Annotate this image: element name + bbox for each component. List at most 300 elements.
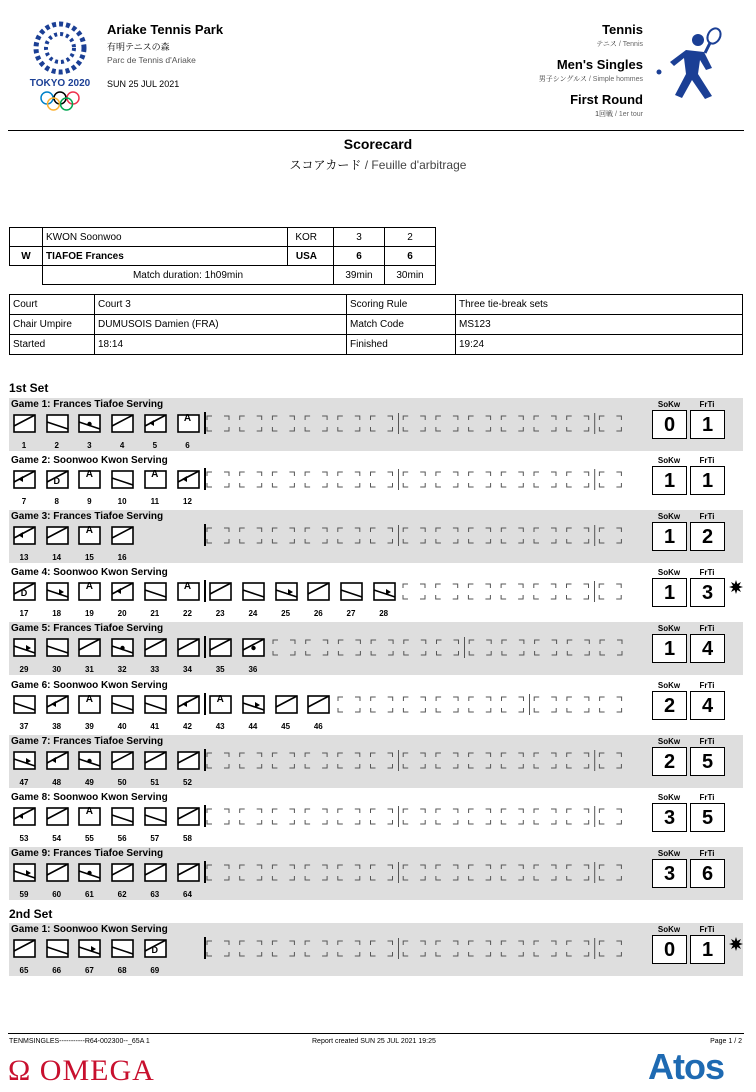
tokyo-2020-emblem-icon [22, 18, 98, 118]
match-duration: Match duration: 1h09min [43, 266, 334, 285]
point-number: 48 [52, 778, 62, 787]
tennis-player-icon [656, 26, 726, 104]
point-glyph-icon [111, 468, 135, 490]
empty-point-slots [205, 412, 630, 434]
point-glyph-icon [13, 937, 37, 959]
point-glyph-icon [177, 468, 201, 490]
empty-slots [401, 580, 630, 602]
point-cell [242, 693, 267, 733]
score-value: 1 [690, 935, 725, 964]
point-number: 18 [52, 609, 62, 618]
group-separator [204, 693, 206, 715]
point-glyph-icon [46, 524, 70, 546]
point-cell [111, 636, 136, 676]
round-name-jp: 1回戦 [595, 111, 614, 118]
point-cell [13, 749, 38, 789]
point-glyph-icon [111, 693, 135, 715]
point-number: 7 [21, 497, 27, 506]
point-number: 20 [117, 609, 127, 618]
score-label: SoKw [657, 512, 681, 521]
ace-marker: A [85, 525, 93, 536]
point-number: 1 [21, 441, 27, 450]
point-glyph-icon [46, 412, 70, 434]
point-number: 2 [54, 441, 59, 450]
point-number: 60 [52, 890, 62, 899]
event-block [539, 22, 643, 119]
info-label: Chair Umpire [10, 315, 95, 335]
score-label: FrTi [699, 400, 715, 409]
ace-marker: A [216, 694, 224, 705]
point-glyph-icon [177, 693, 201, 715]
point-number: 30 [52, 665, 62, 674]
set-duration: 39min [334, 266, 385, 285]
point-glyph-icon [111, 805, 135, 827]
match-result-table [9, 227, 436, 285]
point-cell [78, 524, 103, 564]
empty-point-slots [336, 693, 630, 715]
point-glyph-icon [177, 861, 201, 883]
point-cell [13, 468, 38, 508]
point-cell [46, 861, 71, 901]
point-cell [13, 861, 38, 901]
tokyo-2020-emblem [22, 18, 98, 118]
point-cell [13, 524, 38, 564]
point-cell [111, 468, 136, 508]
empty-point-slots [205, 937, 630, 959]
point-number: 35 [215, 665, 225, 674]
score-value: 0 [652, 410, 687, 439]
point-glyph-icon [242, 580, 266, 602]
point-number: 47 [19, 778, 29, 787]
point-cell [111, 937, 136, 977]
empty-point-slots [205, 468, 630, 490]
info-label: Match Code [347, 315, 456, 335]
point-cell [111, 693, 136, 733]
point-cell [78, 580, 103, 620]
point-number: 37 [19, 722, 29, 731]
point-cell [144, 636, 169, 676]
point-glyph-icon [111, 636, 135, 658]
point-cell [78, 937, 103, 977]
point-number: 54 [52, 834, 62, 843]
point-cell [307, 693, 332, 733]
point-number: 49 [84, 778, 94, 787]
point-glyph-icon [111, 937, 135, 959]
point-cell [46, 580, 71, 620]
point-glyph-icon [13, 524, 37, 546]
point-number: 44 [248, 722, 258, 731]
point-number: 12 [183, 497, 192, 506]
point-cell [242, 636, 267, 676]
game-row [9, 791, 743, 844]
info-value: 19:24 [456, 335, 743, 355]
point-glyph-icon [177, 749, 201, 771]
venue-name-fr: Parc de Tennis d'Ariake [107, 55, 196, 65]
game-title: Game 3: Frances Tiafoe Serving [11, 511, 164, 522]
point-number: 45 [281, 722, 291, 731]
break-star-icon [729, 937, 743, 951]
sport-name-fr: / Tennis [618, 41, 643, 48]
winner-marker: W [10, 247, 43, 266]
point-glyph-icon [340, 580, 364, 602]
set-score: 2 [385, 228, 436, 247]
game-score [650, 398, 726, 451]
double-fault-marker: D [151, 945, 159, 955]
point-glyph-icon [307, 580, 331, 602]
ace-marker: A [85, 469, 93, 480]
point-cell [177, 468, 202, 508]
point-number: 55 [84, 834, 94, 843]
game-row [9, 398, 743, 451]
point-cell [144, 468, 169, 508]
score-label: SoKw [657, 737, 681, 746]
point-number: 38 [52, 722, 62, 731]
point-glyph-icon [144, 412, 168, 434]
point-number: 34 [183, 665, 192, 674]
point-cell [46, 636, 71, 676]
report-header [0, 0, 756, 130]
empty-point-slots [401, 580, 630, 602]
point-cell [13, 580, 38, 620]
point-cell [177, 805, 202, 845]
point-number: 27 [346, 609, 356, 618]
point-number: 63 [150, 890, 160, 899]
point-cell [111, 524, 136, 564]
point-cell [46, 749, 71, 789]
score-label: SoKw [657, 568, 681, 577]
venue-block [107, 22, 223, 89]
point-glyph-icon [111, 524, 135, 546]
point-cell [177, 580, 202, 620]
point-number: 14 [52, 553, 62, 562]
atos-logo: Atos [648, 1046, 724, 1087]
point-glyph-icon [144, 636, 168, 658]
point-glyph-icon [13, 805, 37, 827]
point-glyph-icon [242, 636, 266, 658]
game-title: Game 5: Frances Tiafoe Serving [11, 623, 164, 634]
point-cell [209, 693, 234, 733]
game-title: Game 7: Frances Tiafoe Serving [11, 736, 164, 747]
point-number: 32 [117, 665, 127, 674]
point-cell [144, 412, 169, 452]
player-noc: KOR [288, 228, 334, 247]
point-number: 28 [379, 609, 389, 618]
group-separator [204, 580, 206, 602]
point-glyph-icon [144, 693, 168, 715]
game-row [9, 510, 743, 563]
point-cell [78, 749, 103, 789]
score-label: FrTi [699, 456, 715, 465]
score-value: 2 [652, 747, 687, 776]
set-score: 3 [334, 228, 385, 247]
point-number: 23 [215, 609, 225, 618]
duration-row [10, 266, 436, 285]
ace-marker: A [85, 581, 93, 592]
point-glyph-icon [46, 693, 70, 715]
player-name: TIAFOE Frances [43, 247, 288, 266]
game-score [650, 510, 726, 563]
point-number: 42 [183, 722, 192, 731]
point-number: 58 [183, 834, 192, 843]
point-cell [111, 805, 136, 845]
point-number: 62 [117, 890, 127, 899]
point-cell [78, 805, 103, 845]
point-number: 50 [117, 778, 127, 787]
group-separator [204, 636, 206, 658]
game-score [650, 923, 726, 976]
game-title: Game 1: Frances Tiafoe Serving [11, 399, 164, 410]
empty-slots [205, 805, 630, 827]
point-cell [275, 693, 300, 733]
venue-name: Ariake Tennis Park [107, 22, 224, 37]
point-cell [144, 805, 169, 845]
point-number: 26 [313, 609, 323, 618]
point-glyph-icon [78, 636, 102, 658]
page-number: Page 1 / 2 [710, 1038, 742, 1045]
point-glyph-icon [275, 693, 299, 715]
point-number: 41 [150, 722, 160, 731]
empty-slots [271, 636, 631, 658]
point-number: 22 [183, 609, 192, 618]
point-cell [13, 412, 38, 452]
point-number: 56 [117, 834, 127, 843]
game-title: Game 2: Soonwoo Kwon Serving [11, 455, 168, 466]
empty-slots [336, 693, 630, 715]
score-value: 1 [690, 410, 725, 439]
point-glyph-icon [13, 693, 37, 715]
point-number: 9 [87, 497, 92, 506]
ace-marker: A [85, 694, 93, 705]
score-value: 5 [690, 747, 725, 776]
score-label: FrTi [699, 925, 715, 934]
report-created: Report created SUN 25 JUL 2021 19:25 [312, 1038, 436, 1045]
empty-slots [205, 524, 630, 546]
score-value: 6 [690, 859, 725, 888]
score-value: 2 [690, 522, 725, 551]
score-label: SoKw [657, 681, 681, 690]
score-label: FrTi [699, 681, 715, 690]
info-value: 18:14 [95, 335, 347, 355]
point-number: 6 [185, 441, 190, 450]
header-divider [8, 130, 744, 131]
point-glyph-icon [78, 861, 102, 883]
point-cell [13, 636, 38, 676]
point-cell [111, 749, 136, 789]
info-value: Court 3 [95, 295, 347, 315]
player-name: KWON Soonwoo [43, 228, 288, 247]
round-name: First Round [570, 92, 643, 107]
point-cell [46, 468, 71, 508]
point-glyph-icon [177, 805, 201, 827]
player-noc: USA [288, 247, 334, 266]
ace-marker: A [151, 469, 159, 480]
point-number: 65 [19, 966, 29, 975]
game-score [650, 791, 726, 844]
score-value: 3 [652, 859, 687, 888]
info-value: DUMUSOIS Damien (FRA) [95, 315, 347, 335]
game-title: Game 4: Soonwoo Kwon Serving [11, 567, 168, 578]
point-number: 31 [84, 665, 94, 674]
point-number: 25 [281, 609, 291, 618]
point-cell [111, 861, 136, 901]
point-number: 29 [19, 665, 29, 674]
point-number: 24 [248, 609, 258, 618]
point-cell [13, 937, 38, 977]
set-score: 6 [334, 247, 385, 266]
point-cell [144, 861, 169, 901]
round-name-fr: / 1er tour [614, 111, 643, 118]
point-glyph-icon [144, 580, 168, 602]
point-cell [177, 412, 202, 452]
point-cell [46, 805, 71, 845]
point-cell [46, 937, 71, 977]
game-row [9, 454, 743, 507]
point-glyph-icon [275, 580, 299, 602]
point-cell [340, 580, 365, 620]
game-title: Game 9: Frances Tiafoe Serving [11, 848, 164, 859]
score-label: FrTi [699, 624, 715, 633]
point-number: 66 [52, 966, 62, 975]
score-value: 1 [652, 634, 687, 663]
info-value: Three tie-break sets [456, 295, 743, 315]
point-cell [177, 693, 202, 733]
point-number: 21 [150, 609, 160, 618]
score-label: FrTi [699, 849, 715, 858]
point-number: 15 [84, 553, 94, 562]
point-number: 51 [150, 778, 160, 787]
point-cell [373, 580, 398, 620]
point-glyph-icon [144, 861, 168, 883]
point-glyph-icon [78, 412, 102, 434]
point-number: 11 [150, 497, 160, 506]
score-value: 3 [690, 578, 725, 607]
game-score [650, 847, 726, 900]
score-label: FrTi [699, 568, 715, 577]
info-label: Started [10, 335, 95, 355]
score-value: 0 [652, 935, 687, 964]
score-label: FrTi [699, 737, 715, 746]
point-glyph-icon [46, 636, 70, 658]
game-row [9, 735, 743, 788]
point-number: 19 [84, 609, 94, 618]
score-value: 1 [652, 578, 687, 607]
match-info-table [9, 294, 743, 355]
point-cell [46, 412, 71, 452]
point-number: 59 [19, 890, 29, 899]
point-cell [78, 412, 103, 452]
double-fault-marker: D [20, 588, 28, 598]
player-row [10, 228, 436, 247]
ace-marker: A [85, 806, 93, 817]
point-cell [275, 580, 300, 620]
set-heading: 2nd Set [9, 907, 53, 921]
game-score [650, 679, 726, 732]
point-number: 16 [117, 553, 127, 562]
game-title: Game 8: Soonwoo Kwon Serving [11, 792, 168, 803]
scorecard-title-fr: / Feuille d'arbitrage [364, 158, 467, 172]
point-cell [46, 693, 71, 733]
score-label: SoKw [657, 400, 681, 409]
set-duration: 30min [385, 266, 436, 285]
score-label: SoKw [657, 456, 681, 465]
page-title [0, 136, 756, 173]
info-value: MS123 [456, 315, 743, 335]
point-glyph-icon [242, 693, 266, 715]
empty-slots [205, 937, 630, 959]
point-cell [144, 749, 169, 789]
point-cell [242, 580, 267, 620]
point-cell [177, 861, 202, 901]
point-glyph-icon [46, 749, 70, 771]
point-cell [78, 693, 103, 733]
point-number: 68 [117, 966, 127, 975]
empty-point-slots [205, 749, 630, 771]
winner-marker [10, 228, 43, 247]
empty-slots [205, 468, 630, 490]
point-number: 13 [19, 553, 29, 562]
score-value: 1 [652, 466, 687, 495]
emblem-text: TOKYO 2020 [29, 78, 91, 89]
point-cell [13, 693, 38, 733]
point-glyph-icon [209, 580, 233, 602]
point-number: 40 [117, 722, 127, 731]
game-title: Game 6: Soonwoo Kwon Serving [11, 680, 168, 691]
point-cell [307, 580, 332, 620]
point-glyph-icon [111, 861, 135, 883]
empty-slots [205, 412, 630, 434]
empty-point-slots [205, 805, 630, 827]
point-cell [111, 412, 136, 452]
report-date: SUN 25 JUL 2021 [107, 79, 180, 89]
point-number: 3 [87, 441, 92, 450]
score-label: SoKw [657, 849, 681, 858]
event-name: Men's Singles [556, 57, 643, 72]
score-value: 5 [690, 803, 725, 832]
point-number: 64 [183, 890, 192, 899]
point-cell [144, 693, 169, 733]
score-label: FrTi [699, 793, 715, 802]
point-glyph-icon [78, 937, 102, 959]
sport-name: Tennis [602, 22, 643, 37]
empty-point-slots [271, 636, 631, 658]
empty-slots [205, 861, 630, 883]
point-glyph-icon [78, 749, 102, 771]
point-cell [46, 524, 71, 564]
score-label: SoKw [657, 925, 681, 934]
game-row [9, 679, 743, 732]
double-fault-marker: D [53, 476, 60, 486]
player-row [10, 247, 436, 266]
set-score: 6 [385, 247, 436, 266]
game-score [650, 735, 726, 788]
break-star-icon [729, 580, 743, 594]
score-value: 2 [652, 691, 687, 720]
score-value: 4 [690, 634, 725, 663]
game-score [650, 622, 726, 675]
point-number: 57 [150, 834, 160, 843]
point-glyph-icon [46, 861, 70, 883]
game-title: Game 1: Soonwoo Kwon Serving [11, 924, 168, 935]
point-glyph-icon [209, 636, 233, 658]
point-glyph-icon [13, 412, 37, 434]
set-heading: 1st Set [9, 381, 49, 395]
game-row [9, 923, 743, 976]
game-row [9, 622, 743, 675]
score-label: SoKw [657, 624, 681, 633]
point-glyph-icon [144, 805, 168, 827]
point-cell [78, 636, 103, 676]
event-name-jp: 男子シングルス [538, 76, 587, 83]
